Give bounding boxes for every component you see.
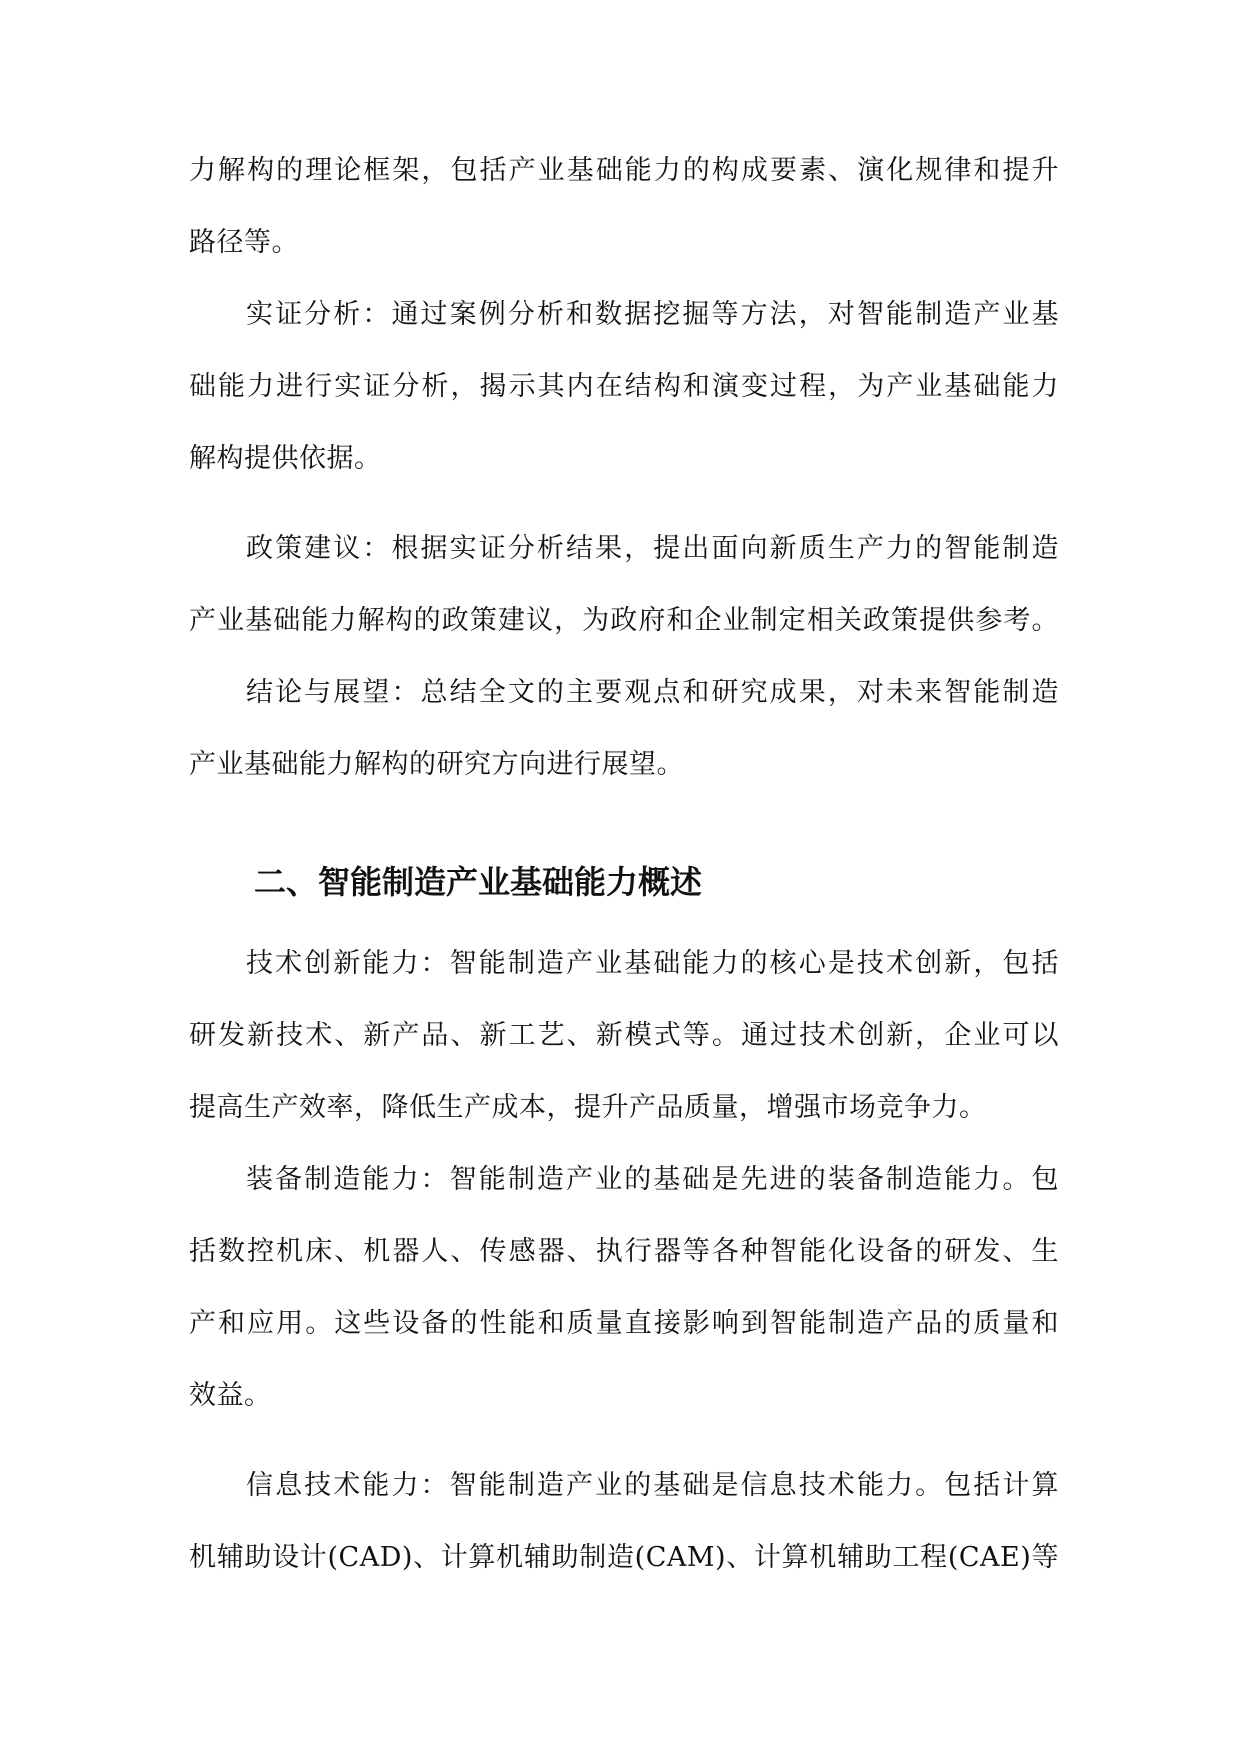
paragraph-line: 技术创新能力：智能制造产业基础能力的核心是技术创新，包括 [246,948,1059,979]
paragraph-line: 产业基础能力解构的研究方向进行展望。 [189,749,684,780]
paragraph-line: 产业基础能力解构的政策建议，为政府和企业制定相关政策提供参考。 [189,605,1059,636]
section-heading: 二、智能制造产业基础能力概述 [254,863,703,901]
paragraph-line: 产和应用。这些设备的性能和质量直接影响到智能制造产品的质量和 [189,1308,1059,1339]
paragraph-line: 实证分析：通过案例分析和数据挖掘等方法，对智能制造产业基 [246,299,1059,330]
paragraph-line: 括数控机床、机器人、传感器、执行器等各种智能化设备的研发、生 [189,1236,1059,1267]
paragraph-line: 础能力进行实证分析，揭示其内在结构和演变过程，为产业基础能力 [189,371,1059,402]
paragraph-line: 政策建议：根据实证分析结果，提出面向新质生产力的智能制造 [246,533,1059,564]
paragraph-line: 提高生产效率，降低生产成本，提升产品质量，增强市场竞争力。 [189,1092,987,1123]
paragraph-line: 解构提供依据。 [189,443,382,474]
paragraph-line: 信息技术能力：智能制造产业的基础是信息技术能力。包括计算 [246,1470,1059,1501]
paragraph-line: 结论与展望：总结全文的主要观点和研究成果，对未来智能制造 [246,677,1059,708]
paragraph-line: 研发新技术、新产品、新工艺、新模式等。通过技术创新，企业可以 [189,1020,1059,1051]
paragraph-line: 效益。 [189,1380,272,1411]
paragraph-line: 路径等。 [189,227,299,258]
paragraph-line: 力解构的理论框架，包括产业基础能力的构成要素、演化规律和提升 [189,155,1059,186]
paragraph-line: 装备制造能力：智能制造产业的基础是先进的装备制造能力。包 [246,1164,1059,1195]
paragraph-line: 机辅助设计(CAD)、计算机辅助制造(CAM)、计算机辅助工程(CAE)等 [189,1542,1059,1573]
